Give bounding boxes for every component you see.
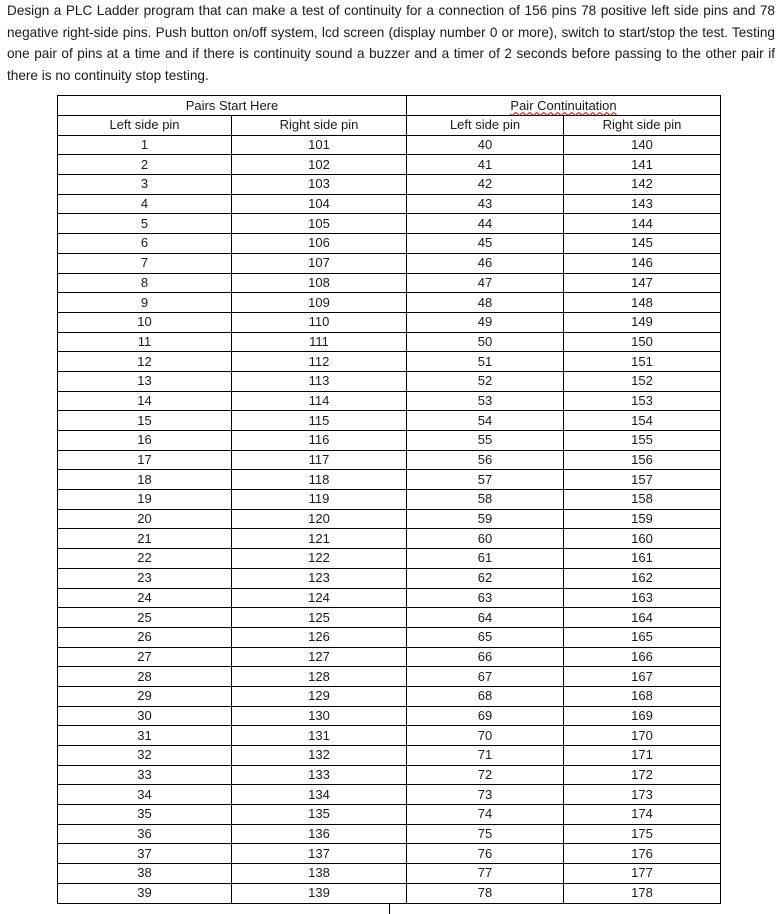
- table-cell: 147: [564, 273, 721, 293]
- table-cell: 164: [564, 608, 721, 628]
- table-cell: 11: [58, 332, 232, 352]
- table-cell: 4: [58, 194, 232, 214]
- table-cell: 111: [232, 332, 407, 352]
- table-cell: 127: [232, 647, 407, 667]
- table-cell: 69: [407, 706, 564, 726]
- table-cell: 2: [58, 155, 232, 175]
- column-header-row: [58, 116, 721, 136]
- table-cell: 56: [407, 450, 564, 470]
- table-cell: 19: [58, 490, 232, 510]
- table-cell: 138: [232, 864, 407, 884]
- table-cell: 154: [564, 411, 721, 431]
- group-header-pairs-start: Pairs Start Here: [58, 96, 407, 116]
- table-cell: 144: [564, 214, 721, 234]
- table-cell: 173: [564, 785, 721, 805]
- table-row: [58, 194, 721, 214]
- table-row: [58, 864, 721, 884]
- table-cell: 55: [407, 431, 564, 451]
- table-cell: 148: [564, 293, 721, 313]
- table-cell: 7: [58, 253, 232, 273]
- column-header: Left side pin: [407, 116, 564, 136]
- table-row: [58, 844, 721, 864]
- table-cell: 171: [564, 746, 721, 766]
- table-cell: 140: [564, 135, 721, 155]
- table-cell: 132: [232, 746, 407, 766]
- table-cell: 26: [58, 627, 232, 647]
- table-row: [58, 824, 721, 844]
- table-cell: 40: [407, 135, 564, 155]
- table-row: [58, 746, 721, 766]
- table-cell: 163: [564, 588, 721, 608]
- table-cell: 29: [58, 686, 232, 706]
- table-cell: 139: [232, 883, 407, 903]
- group-header-row: [58, 96, 721, 116]
- table-cell: 33: [58, 765, 232, 785]
- table-cell: 49: [407, 312, 564, 332]
- table-row: [58, 470, 721, 490]
- table-row: [58, 529, 721, 549]
- table-cell: 39: [58, 883, 232, 903]
- table-cell: 20: [58, 509, 232, 529]
- table-cell: 161: [564, 549, 721, 569]
- table-cell: 57: [407, 470, 564, 490]
- spellcheck-flagged-word[interactable]: Pair Continuitation: [510, 97, 617, 113]
- table-cell: 37: [58, 844, 232, 864]
- table-cell: 16: [58, 431, 232, 451]
- table-cell: 31: [58, 726, 232, 746]
- table-row: [58, 706, 721, 726]
- table-cell: 53: [407, 391, 564, 411]
- table-cell: 159: [564, 509, 721, 529]
- table-cell: 48: [407, 293, 564, 313]
- table-cell: 145: [564, 234, 721, 254]
- table-cell: 168: [564, 686, 721, 706]
- table-cell: 157: [564, 470, 721, 490]
- table-cell: 137: [232, 844, 407, 864]
- table-cell: 135: [232, 805, 407, 825]
- table-cell: 58: [407, 490, 564, 510]
- table-row: [58, 765, 721, 785]
- question-text: Design a PLC Ladder program that can make a test of continuity for a connection of 156 pins 78 positive left side pins and 78 negative right-side pins. Push button on/off system, lcd screen (display number 0 or more), switch to start/stop the test. Testing one pair of pins at a time and if there is continuity sound a buzzer and a timer of 2 seconds before passing to the other pair if there is no continuity stop testing.: [7, 3, 775, 83]
- table-cell: 32: [58, 746, 232, 766]
- table-cell: 50: [407, 332, 564, 352]
- table-cell: 73: [407, 785, 564, 805]
- table-row: [58, 568, 721, 588]
- table-cell: 22: [58, 549, 232, 569]
- table-body: [58, 135, 721, 903]
- table-cell: 143: [564, 194, 721, 214]
- table-row: [58, 686, 721, 706]
- table-cell: 60: [407, 529, 564, 549]
- table-cell: 129: [232, 686, 407, 706]
- table-row: [58, 312, 721, 332]
- table-row: [58, 647, 721, 667]
- table-cell: 149: [564, 312, 721, 332]
- table-cell: 78: [407, 883, 564, 903]
- table-cell: 122: [232, 549, 407, 569]
- table-row: [58, 431, 721, 451]
- table-cell: 120: [232, 509, 407, 529]
- table-cell: 133: [232, 765, 407, 785]
- table-row: [58, 805, 721, 825]
- table-row: [58, 627, 721, 647]
- table-cell: 142: [564, 175, 721, 195]
- table-cell: 113: [232, 371, 407, 391]
- table-cell: 130: [232, 706, 407, 726]
- table-row: [58, 785, 721, 805]
- table-cell: 28: [58, 667, 232, 687]
- table-cell: 61: [407, 549, 564, 569]
- table-row: [58, 293, 721, 313]
- table-cell: 76: [407, 844, 564, 864]
- table-row: [58, 726, 721, 746]
- table-cell: 35: [58, 805, 232, 825]
- table-cell: 177: [564, 864, 721, 884]
- table-cell: 27: [58, 647, 232, 667]
- table-cell: 172: [564, 765, 721, 785]
- table-cell: 105: [232, 214, 407, 234]
- table-row: [58, 450, 721, 470]
- table-cell: 112: [232, 352, 407, 372]
- table-cell: 167: [564, 667, 721, 687]
- table-cell: 15: [58, 411, 232, 431]
- table-cell: 104: [232, 194, 407, 214]
- table-cell: 115: [232, 411, 407, 431]
- table-cell: 124: [232, 588, 407, 608]
- table-cell: 45: [407, 234, 564, 254]
- table-cell: 77: [407, 864, 564, 884]
- table-row: [58, 391, 721, 411]
- table-cell: 46: [407, 253, 564, 273]
- table-cell: 174: [564, 805, 721, 825]
- table-cell: 117: [232, 450, 407, 470]
- table-cell: 146: [564, 253, 721, 273]
- table-cell: 59: [407, 509, 564, 529]
- table-cell: 160: [564, 529, 721, 549]
- table-row: [58, 490, 721, 510]
- table-cell: 42: [407, 175, 564, 195]
- table-cell: 70: [407, 726, 564, 746]
- table-cell: 62: [407, 568, 564, 588]
- table-cell: 74: [407, 805, 564, 825]
- table-cell: 116: [232, 431, 407, 451]
- table-cell: 166: [564, 647, 721, 667]
- table-cell: 71: [407, 746, 564, 766]
- table-cell: 155: [564, 431, 721, 451]
- table-cell: 67: [407, 667, 564, 687]
- table-cell: 18: [58, 470, 232, 490]
- table-cell: 34: [58, 785, 232, 805]
- table-cell: 175: [564, 824, 721, 844]
- table-cell: 41: [407, 155, 564, 175]
- table-cell: 170: [564, 726, 721, 746]
- table-cell: 24: [58, 588, 232, 608]
- pin-pairs-table: [57, 95, 721, 904]
- table-row: [58, 135, 721, 155]
- table-cell: 30: [58, 706, 232, 726]
- table-cell: 75: [407, 824, 564, 844]
- table-row: [58, 371, 721, 391]
- table-row: [58, 352, 721, 372]
- table-row: [58, 608, 721, 628]
- table-cell: 109: [232, 293, 407, 313]
- table-cell: 118: [232, 470, 407, 490]
- table-cell: 141: [564, 155, 721, 175]
- table-cell: 102: [232, 155, 407, 175]
- table-cell: 66: [407, 647, 564, 667]
- table-row: [58, 253, 721, 273]
- table-cell: 169: [564, 706, 721, 726]
- table-cell: 128: [232, 667, 407, 687]
- table-cell: 150: [564, 332, 721, 352]
- table-cell: 8: [58, 273, 232, 293]
- table-cell: 43: [407, 194, 564, 214]
- table-cell: 153: [564, 391, 721, 411]
- table-row: [58, 234, 721, 254]
- table-row: [58, 214, 721, 234]
- table-cell: 9: [58, 293, 232, 313]
- column-header: Left side pin: [58, 116, 232, 136]
- table-cell: 72: [407, 765, 564, 785]
- table-cell: 51: [407, 352, 564, 372]
- table-cell: 63: [407, 588, 564, 608]
- column-header: Right side pin: [232, 116, 407, 136]
- table-row: [58, 332, 721, 352]
- table-cell: 47: [407, 273, 564, 293]
- table-cell: 152: [564, 371, 721, 391]
- table-cell: 134: [232, 785, 407, 805]
- group-header-pair-continuation: [407, 96, 721, 116]
- table-cell: 108: [232, 273, 407, 293]
- table-cell: 44: [407, 214, 564, 234]
- table-cell: 162: [564, 568, 721, 588]
- table-cell: 110: [232, 312, 407, 332]
- table-cell: 114: [232, 391, 407, 411]
- table-row: [58, 588, 721, 608]
- table-cell: 36: [58, 824, 232, 844]
- table-cell: 65: [407, 627, 564, 647]
- table-cell: 156: [564, 450, 721, 470]
- table-row: [58, 273, 721, 293]
- table-cell: 13: [58, 371, 232, 391]
- table-cell: 165: [564, 627, 721, 647]
- table-cell: 158: [564, 490, 721, 510]
- table-cell: 3: [58, 175, 232, 195]
- table-cell: 119: [232, 490, 407, 510]
- table-cell: 101: [232, 135, 407, 155]
- table-cell: 68: [407, 686, 564, 706]
- table-cell: 38: [58, 864, 232, 884]
- table-cell: 121: [232, 529, 407, 549]
- table-row: [58, 883, 721, 903]
- table-cell: 25: [58, 608, 232, 628]
- table-cell: 126: [232, 627, 407, 647]
- table-row: [58, 155, 721, 175]
- table-row: [58, 667, 721, 687]
- table-cell: 176: [564, 844, 721, 864]
- table-cell: 136: [232, 824, 407, 844]
- table-cell: 12: [58, 352, 232, 372]
- table-cell: 123: [232, 568, 407, 588]
- table-row: [58, 175, 721, 195]
- table-cell: 21: [58, 529, 232, 549]
- table-row: [58, 411, 721, 431]
- table-cell: 131: [232, 726, 407, 746]
- table-cell: 54: [407, 411, 564, 431]
- table-row: [58, 549, 721, 569]
- table-cell: 107: [232, 253, 407, 273]
- table-row: [58, 509, 721, 529]
- table-cell: 6: [58, 234, 232, 254]
- table-cell: 23: [58, 568, 232, 588]
- table-cell: 151: [564, 352, 721, 372]
- table-cell: 125: [232, 608, 407, 628]
- column-header: Right side pin: [564, 116, 721, 136]
- table-cell: 52: [407, 371, 564, 391]
- table-cell: 14: [58, 391, 232, 411]
- table-cell: 64: [407, 608, 564, 628]
- table-cell: 178: [564, 883, 721, 903]
- table-cell: 1: [58, 135, 232, 155]
- text-cursor: [389, 903, 390, 914]
- table-cell: 106: [232, 234, 407, 254]
- table-cell: 5: [58, 214, 232, 234]
- table-cell: 103: [232, 175, 407, 195]
- table-cell: 17: [58, 450, 232, 470]
- table-cell: 10: [58, 312, 232, 332]
